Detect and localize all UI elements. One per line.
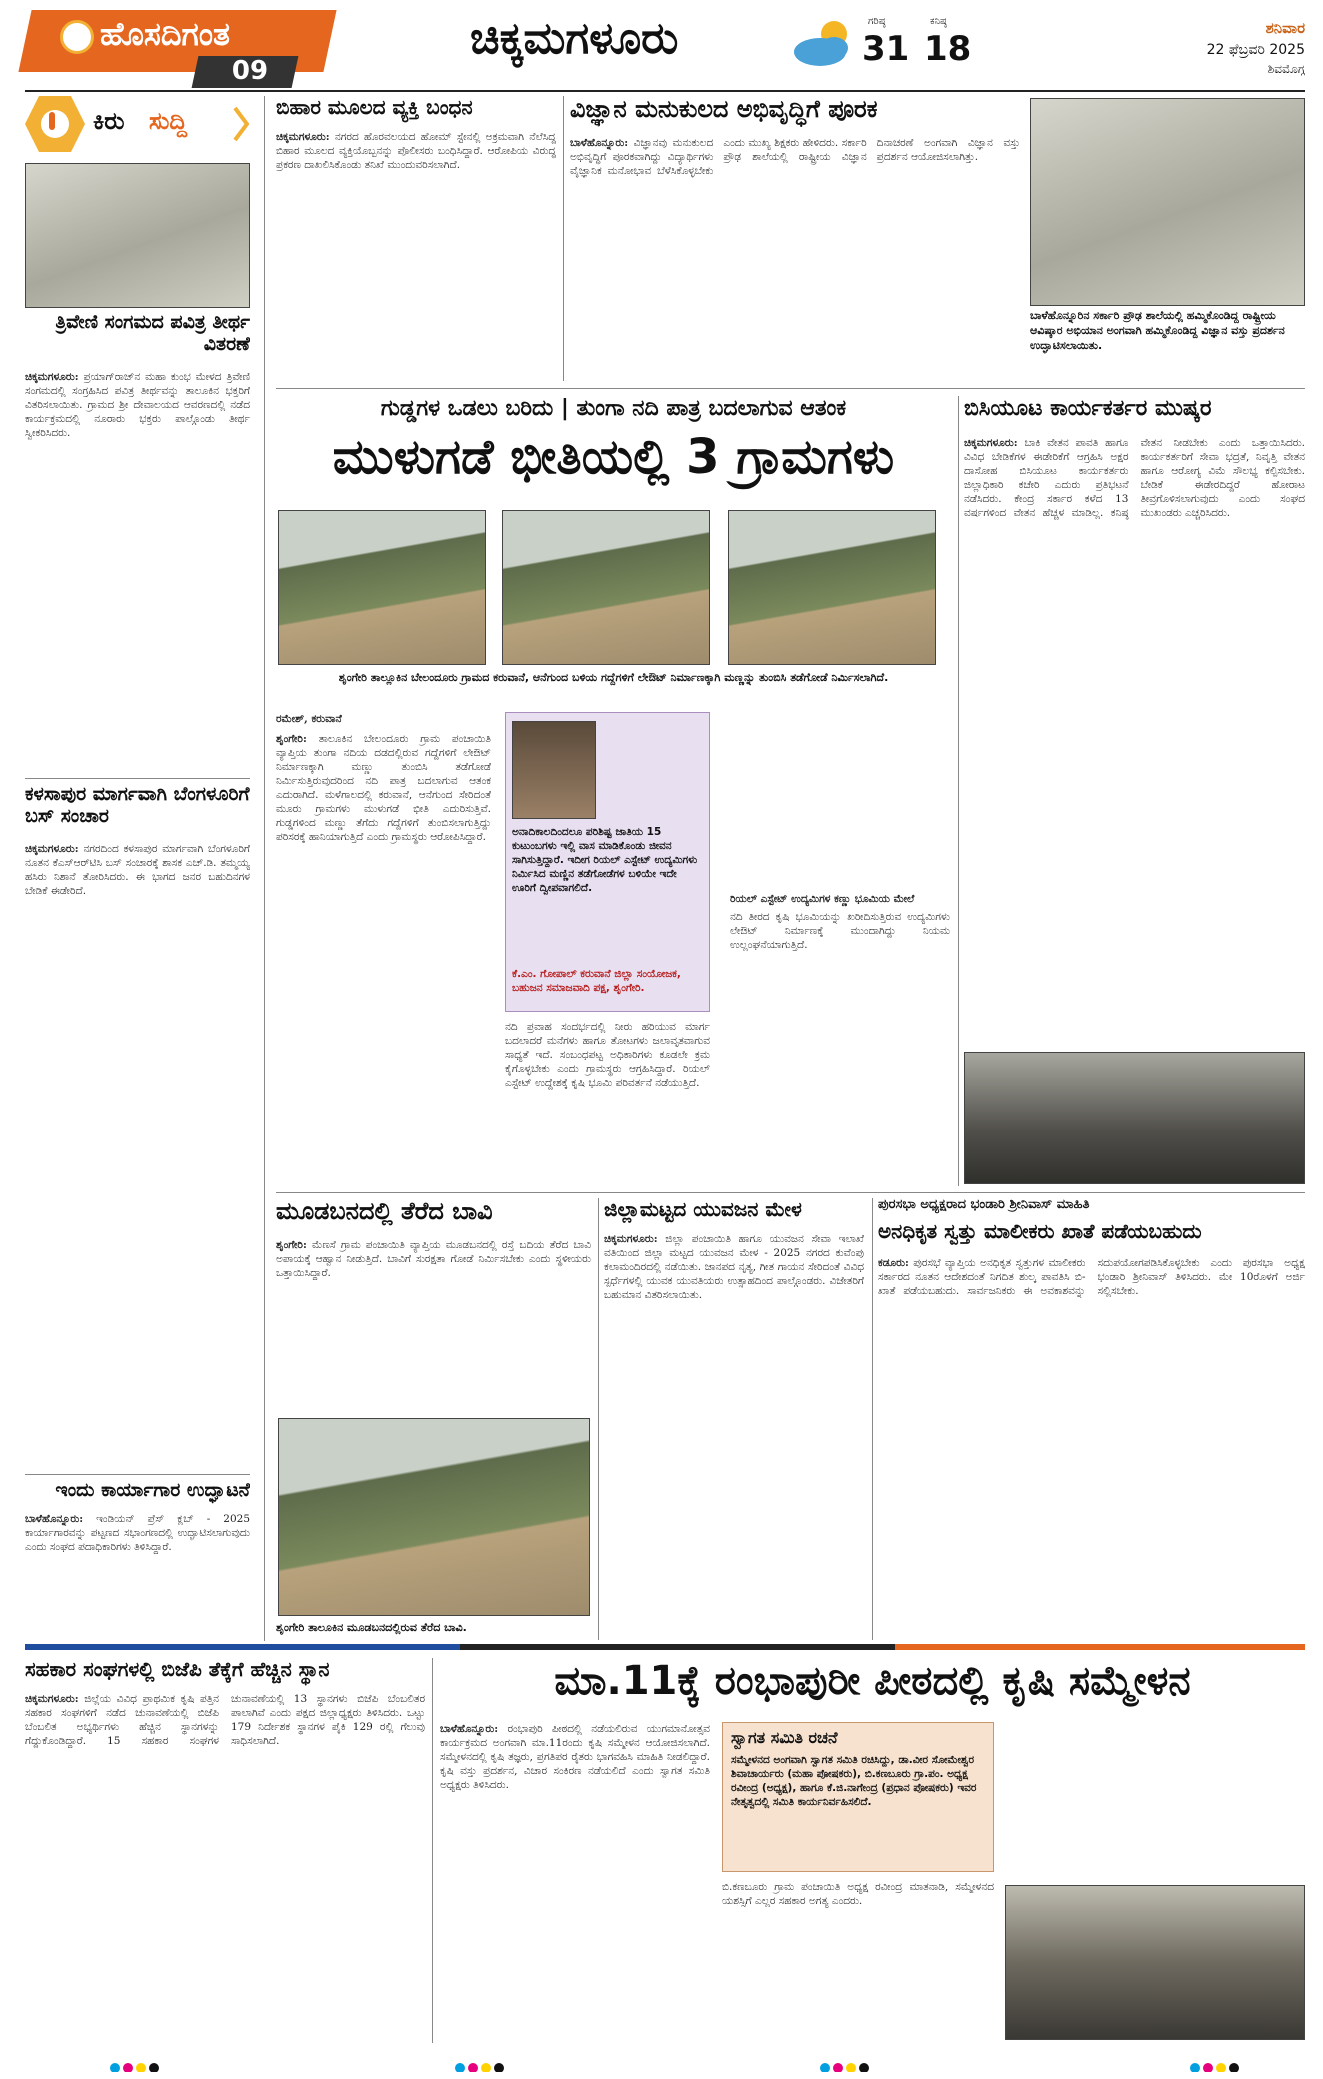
color-bar-black [460, 1644, 895, 1650]
krushi-text: ರಂಭಾಪುರಿ ಪೀಠದಲ್ಲಿ ನಡೆಯಲಿರುವ ಯುಗಮಾನೋತ್ಸವ ಕಾರ್ಯಕ್ರಮದ ಅಂಗವಾಗಿ ಮಾ.11ರಂದು ಕೃಷಿ ಸಮ್ಮೇಳನ ಆಯೋಜಿಸಲಾಗಿದೆ. ಸಮ್ಮೇಳನದಲ್ಲಿ ಕೃಷಿ ತಜ್ಞರು, ಪ್ರಗತಿಪರ ರೈತರು ಭಾಗವಹಿಸಿ ಮಾಹಿತಿ ನೀಡಲಿದ್ದಾರೆ. ಕೃಷಿ ವಸ್ತು ಪ್ರದರ್ಶನ, ವಿಚಾರ ಸಂಕಿರಣ ನಡೆಯಲಿದೆ ಎಂದು ಸ್ವಾಗತ ಸಮಿತಿ ಅಧ್ಯಕ್ಷರು ತಿಳಿಸಿದರು. [440, 1723, 710, 1791]
lead-photo-1 [278, 510, 486, 665]
bisiyoota-text-2: ಕಾರ್ಯಕರ್ತರಿಗೆ ಸೇವಾ ಭದ್ರತೆ, ನಿವೃತ್ತಿ ವೇತನ ಹಾಗೂ ಆರೋಗ್ಯ ವಿಮೆ ಸೌಲಭ್ಯ ಕಲ್ಪಿಸಬೇಕು. ಬೇಡಿಕೆ ಈಡೇರದಿದ್ದರೆ ಹೋರಾಟ ತೀವ್ರಗೊಳಿಸಲಾಗುವುದು ಎಂದು ಸಂಘದ ಮುಖಂಡರು ಎಚ್ಚರಿಸಿದರು. [1140, 451, 1305, 519]
page-number: 09 [231, 57, 269, 86]
bisiyoota-title: ಬಿಸಿಯೂಟ ಕಾರ್ಯಕರ್ತರ ಮುಷ್ಕರ [964, 396, 1212, 421]
baavi-text: ಮೆಣಸೆ ಗ್ರಾಮ ಪಂಚಾಯಿತಿ ವ್ಯಾಪ್ತಿಯ ಮೂಡಬನದಲ್ಲಿ ರಸ್ತೆ ಬದಿಯ ತೆರೆದ ಬಾವಿ ಅಪಾಯಕ್ಕೆ ಆಹ್ವಾನ ನೀಡುತ್ತಿದೆ. ಬಾವಿಗೆ ಸುರಕ್ಷತಾ ಗೋಡೆ ನಿರ್ಮಿಸಬೇಕು ಎಂದು ಸ್ಥಳೀಯರು ಒತ್ತಾಯಿಸಿದ್ದಾರೆ. [276, 1239, 591, 1279]
registration-marks-mid-right [820, 2058, 880, 2072]
bihar-dateline: ಚಿಕ್ಕಮಗಳೂರು: [276, 131, 330, 143]
science-dateline: ಬಾಳೆಹೊನ್ನೂರು: [570, 137, 629, 149]
sidebar-story1-title: ತ್ರಿವೇಣಿ ಸಂಗಮದ ಪವಿತ್ರ ತೀರ್ಥ ವಿತರಣೆ [55, 312, 250, 355]
masthead-date: 22 ಫೆಬ್ರವರಿ 2025 [1206, 42, 1305, 58]
science-photo [1030, 98, 1305, 306]
temp-min-label: ಕನಿಷ್ಠ [930, 16, 947, 27]
sidebar-story1-dateline: ಚಿಕ್ಕಮಗಳೂರು: [25, 371, 79, 383]
row1-rule [276, 388, 1305, 389]
yuvajana-dateline: ಚಿಕ್ಕಮಗಳೂರು: [604, 1233, 658, 1245]
temp-min-value: 18 [924, 30, 972, 69]
krushi-photo [1005, 1885, 1305, 2040]
sidebar-story3-text: ಇಂಡಿಯನ್ ಪ್ರೆಸ್ ಕ್ಲಬ್ - 2025 ಕಾರ್ಯಾಗಾರವನ್ನು ಪಟ್ಟಣದ ಸಭಾಂಗಣದಲ್ಲಿ ಉದ್ಘಾಟಿಸಲಾಗುವುದು ಎಂದು ಸಂಘದ ಪದಾಧಿಕಾರಿಗಳು ತಿಳಿಸಿದ್ದಾರೆ. [25, 1513, 250, 1553]
masthead [0, 0, 1323, 92]
sidebar-story3-body [25, 1512, 250, 1642]
lead-dateline: ಶೃಂಗೇರಿ: [276, 733, 307, 745]
registration-marks-mid-left [455, 2058, 515, 2072]
sidebar-story1-body [25, 370, 250, 770]
row2-rule [276, 1192, 1305, 1193]
sidebar-story2-text: ನಗರದಿಂದ ಕಳಸಾಪುರ ಮಾರ್ಗವಾಗಿ ಬೆಂಗಳೂರಿಗೆ ನೂತನ ಕೆಎಸ್ಆರ್‌ಟಿಸಿ ಬಸ್ ಸಂಚಾರಕ್ಕೆ ಶಾಸಕ ಎಚ್.ಡಿ. ತಮ್ಮಯ್ಯ ಹಸಿರು ನಿಶಾನೆ ತೋರಿಸಿದರು. ಈ ಭಾಗದ ಜನರ ಬಹುದಿನಗಳ ಬೇಡಿಕೆ ಈಡೇರಿದೆ. [25, 843, 250, 897]
sidebar-story2-dateline: ಚಿಕ್ಕಮಗಳೂರು: [25, 843, 79, 855]
weather-sun-cloud-icon [790, 14, 860, 70]
sidebar-story2-title: ಕಳಸಾಪುರ ಮಾರ್ಗವಾಗಿ ಬೆಂಗಳೂರಿಗೆ ಬಸ್ ಸಂಚಾರ [25, 784, 250, 827]
bisiyoota-photo [964, 1052, 1305, 1184]
sidebar-divider [264, 96, 265, 1641]
sahakara-body [25, 1692, 425, 2040]
lead-kicker: ಗುಡ್ಡಗಳ ಒಡಲು ಬರಿದು | ತುಂಗಾ ನದಿ ಪಾತ್ರ ಬದಲಾಗುವ ಆತಂಕ [380, 396, 847, 421]
sidebar-story3-title: ಇಂದು ಕಾರ್ಯಾಗಾರ ಉದ್ಘಾಟನೆ [55, 1480, 250, 1501]
yuvajana-body [604, 1232, 864, 1640]
bisiyoota-text: ಬಾಕಿ ವೇತನ ಪಾವತಿ ಹಾಗೂ ವಿವಿಧ ಬೇಡಿಕೆಗಳ ಈಡೇರಿಕೆಗೆ ಆಗ್ರಹಿಸಿ ಅಕ್ಷರ ದಾಸೋಹ ಬಿಸಿಯೂಟ ಕಾರ್ಯಕರ್ತರು ಜಿಲ್ಲಾಧಿಕಾರಿ ಕಚೇರಿ ಎದುರು ಪ್ರತಿಭಟನೆ ನಡೆಸಿದರು. ಕೇಂದ್ರ ಸರ್ಕಾರ ಕಳೆದ 13 ವರ್ಷಗಳಿಂದ ವೇತನ ಹೆಚ್ಚಳ ಮಾಡಿಲ್ಲ. ಕನಿಷ್ಠ ವೇತನ ನೀಡಬೇಕು ಎಂದು ಒತ್ತಾಯಿಸಿದರು. [964, 437, 1305, 519]
kirusuddi-label-a: ಕಿರು [93, 108, 125, 135]
lead-text-2: ನದಿ ಪ್ರವಾಹ ಸಂದರ್ಭದಲ್ಲಿ ನೀರು ಹರಿಯುವ ಮಾರ್ಗ ಬದಲಾದರೆ ಮನೆಗಳು ಹಾಗೂ ತೋಟಗಳು ಜಲಾವೃತವಾಗುವ ಸಾಧ್ಯತೆ ಇದೆ. ಸಂಬಂಧಪಟ್ಟ ಅಧಿಕಾರಿಗಳು ಕೂಡಲೇ ಕ್ರಮ ಕೈಗೊಳ್ಳಬೇಕು ಎಂದು ಗ್ರಾಮಸ್ಥರು ಆಗ್ರಹಿಸಿದ್ದಾರೆ. ರಿಯಲ್ ಎಸ್ಟೇಟ್ ಉದ್ದೇಶಕ್ಕೆ ಕೃಷಿ ಭೂಮಿ ಪರಿವರ್ತನೆ ನಡೆಯುತ್ತಿದೆ. [505, 1021, 710, 1089]
anadhikrita-kicker: ಪುರಸಭಾ ಅಧ್ಯಕ್ಷರಾದ ಭಂಡಾರಿ ಶ್ರೀನಿವಾಸ್ ಮಾಹಿತಿ [878, 1198, 1090, 1212]
baavi-divider [598, 1198, 599, 1640]
krushi-dateline: ಬಾಳೆಹೊನ್ನೂರು: [440, 1723, 499, 1735]
lead-body-col2 [505, 1020, 710, 1180]
sidebar-story1-text: ಪ್ರಯಾಗ್‌ರಾಜ್‌ನ ಮಹಾ ಕುಂಭ ಮೇಳದ ತ್ರಿವೇಣಿ ಸಂಗಮದಲ್ಲಿ ಸಂಗ್ರಹಿಸಿದ ಪವಿತ್ರ ತೀರ್ಥವನ್ನು ತಾಲೂಕಿನ ಭಕ್ತರಿಗೆ ವಿತರಿಸಲಾಯಿತು. ಗ್ರಾಮದ ಶ್ರೀ ದೇವಾಲಯದ ಆವರಣದಲ್ಲಿ ನಡೆದ ಕಾರ್ಯಕ್ರಮದಲ್ಲಿ ನೂರಾರು ಭಕ್ತರು ಪಾಲ್ಗೊಂಡು ತೀರ್ಥ ಸ್ವೀಕರಿಸಿದರು. [25, 371, 250, 439]
sahakara-divider [432, 1658, 433, 2043]
science-body [570, 136, 1020, 381]
science-title: ವಿಜ್ಞಾನ ಮನುಕುಲದ ಅಭಿವೃದ್ಧಿಗೆ ಪೂರಕ [570, 96, 878, 123]
krushi-committee-box [722, 1722, 994, 1872]
masthead-city: ಶಿವಮೊಗ್ಗ [1267, 62, 1305, 76]
lead-byline-text: ರಮೇಶ್, ಕರುವಾನೆ [276, 713, 342, 725]
bisiyoota-body [964, 436, 1305, 1046]
lead-quote-portrait [512, 721, 596, 819]
registration-marks-left [110, 2058, 170, 2072]
science-caption: ಬಾಳೆಹೊನ್ನೂರಿನ ಸರ್ಕಾರಿ ಪ್ರೌಢ ಶಾಲೆಯಲ್ಲಿ ಹಮ್ಮಿಕೊಂಡಿದ್ದ ರಾಷ್ಟ್ರೀಯ ಆವಿಷ್ಕಾರ ಅಭಿಯಾನ ಅಂಗವಾಗಿ ಹಮ್ಮಿಕೊಂಡಿದ್ದ ವಿಜ್ಞಾನ ವಸ್ತು ಪ್ರದರ್ಶನ ಉದ್ಘಾಟಿಸಲಾಯಿತು. [1030, 309, 1285, 352]
temp-max-label: ಗರಿಷ್ಠ [868, 16, 886, 27]
brand-logo-icon [60, 20, 94, 54]
lead-photo-3 [728, 510, 936, 665]
trivenni-photo [25, 163, 250, 308]
anadhikrita-body [878, 1256, 1305, 1640]
science-text: ವಿಜ್ಞಾನವು ಮನುಕುಲದ ಅಭಿವೃದ್ಧಿಗೆ ಪೂರಕವಾಗಿದ್ದು ವಿದ್ಯಾರ್ಥಿಗಳು ವೈಜ್ಞಾನಿಕ ಮನೋಭಾವ ಬೆಳೆಸಿಕೊಳ್ಳಬೇಕು ಎಂದು ಮುಖ್ಯ ಶಿಕ್ಷಕರು ಹೇಳಿದರು. ಸರ್ಕಾರಿ ಪ್ರೌಢ ಶಾಲೆಯಲ್ಲಿ ರಾಷ್ಟ್ರೀಯ ವಿಜ್ಞಾನ ದಿನಾಚರಣೆ ಅಂಗವಾಗಿ ವಿಜ್ಞಾನ ವಸ್ತು ಪ್ರದರ್ಶನ ಆಯೋಜಿಸಲಾಗಿತ್ತು. [570, 137, 1020, 177]
registration-marks-right [1190, 2058, 1250, 2072]
yuvajana-text: ಜಿಲ್ಲಾ ಪಂಚಾಯಿತಿ ಹಾಗೂ ಯುವಜನ ಸೇವಾ ಇಲಾಖೆ ವತಿಯಿಂದ ಜಿಲ್ಲಾ ಮಟ್ಟದ ಯುವಜನ ಮೇಳ - 2025 ನಗರದ ಕುವೆಂಪು ಕಲಾಮಂದಿರದಲ್ಲಿ ನಡೆಯಿತು. ಜಾನಪದ ನೃತ್ಯ, ಗೀತ ಗಾಯನ ಸೇರಿದಂತೆ ವಿವಿಧ ಸ್ಪರ್ಧೆಗಳಲ್ಲಿ ಯುವಕ ಯುವತಿಯರು ಉತ್ಸಾಹದಿಂದ ಪಾಲ್ಗೊಂಡರು. ವಿಜೇತರಿಗೆ ಬಹುಮಾನ ವಿತರಿಸಲಾಯಿತು. [604, 1233, 864, 1301]
krushi-box-title: ಸ್ವಾಗತ ಸಮಿತಿ ರಚನೆ [731, 1729, 838, 1747]
lead-subhead: ರಿಯಲ್ ಎಸ್ಟೇಟ್ ಉದ್ಯಮಿಗಳ ಕಣ್ಣು ಭೂಮಿಯ ಮೇಲೆ [730, 893, 915, 905]
bisiyoota-dateline: ಚಿಕ್ಕಮಗಳೂರು: [964, 437, 1018, 449]
lead-text-3: ನದಿ ತೀರದ ಕೃಷಿ ಭೂಮಿಯನ್ನು ಖರೀದಿಸುತ್ತಿರುವ ಉದ್ಯಮಿಗಳು ಲೇಔಟ್ ನಿರ್ಮಾಣಕ್ಕೆ ಮುಂದಾಗಿದ್ದು ನಿಯಮ ಉಲ್ಲಂಘನೆಯಾಗುತ್ತಿದೆ. [730, 911, 950, 951]
krushi-title: ಮಾ.11ಕ್ಕೆ ರಂಭಾಪುರೀ ಪೀಠದಲ್ಲಿ ಕೃಷಿ ಸಮ್ಮೇಳನ [554, 1658, 1191, 1704]
baavi-title: ಮೂಡಬನದಲ್ಲಿ ತೆರೆದ ಬಾವಿ [276, 1198, 493, 1225]
color-bar-orange [895, 1644, 1305, 1650]
lead-quote-text: ಅನಾದಿಕಾಲದಿಂದಲೂ ಪರಿಶಿಷ್ಟ ಜಾತಿಯ 15 ಕುಟುಂಬಗಳು ಇಲ್ಲಿ ವಾಸ ಮಾಡಿಕೊಂಡು ಜೀವನ ಸಾಗಿಸುತ್ತಿದ್ದಾರೆ. ಇದೀಗ ರಿಯಲ್ ಎಸ್ಟೇಟ್ ಉದ್ಯಮಿಗಳು ನಿರ್ಮಿಸಿದ ಮಣ್ಣಿನ ತಡೆಗೋಡೆಗಳ ಬಳಿಯೇ ಇದೇ ಊರಿಗೆ ದ್ವೀಪವಾಗಲಿದೆ. [512, 826, 698, 894]
temp-max-value: 31 [862, 30, 910, 69]
baavi-caption: ಶೃಂಗೇರಿ ತಾಲೂಕಿನ ಮೂಡಬನದಲ್ಲಿರುವ ತೆರೆದ ಬಾವಿ. [276, 1621, 467, 1634]
sahakara-text: ಜಿಲ್ಲೆಯ ವಿವಿಧ ಪ್ರಾಥಮಿಕ ಕೃಷಿ ಪತ್ತಿನ ಸಹಕಾರ ಸಂಘಗಳಿಗೆ ನಡೆದ ಚುನಾವಣೆಯಲ್ಲಿ ಬಿಜೆಪಿ ಬೆಂಬಲಿತ ಅಭ್ಯರ್ಥಿಗಳು ಹೆಚ್ಚಿನ ಸ್ಥಾನಗಳನ್ನು ಗೆದ್ದುಕೊಂಡಿದ್ದಾರೆ. 15 ಸಹಕಾರ ಸಂಘಗಳ ಚುನಾವಣೆಯಲ್ಲಿ 13 ಸ್ಥಾನಗಳು ಬಿಜೆಪಿ ಬೆಂಬಲಿತರ ಪಾಲಾಗಿವೆ ಎಂದು ಪಕ್ಷದ ಜಿಲ್ಲಾಧ್ಯಕ್ಷರು ತಿಳಿಸಿದರು. ಒಟ್ಟು 179 ನಿರ್ದೇಶಕ ಸ್ಥಾನಗಳ ಪೈಕಿ 129 ರಲ್ಲಿ ಗೆಲುವು ಸಾಧಿಸಲಾಗಿದೆ. [25, 1693, 425, 1747]
yuvajana-divider [872, 1198, 873, 1640]
krushi-body-2 [722, 1880, 994, 2040]
sahakara-dateline: ಚಿಕ್ಕಮಗಳೂರು: [25, 1693, 79, 1705]
bihar-text: ನಗರದ ಹೊರವಲಯದ ಹೋಮ್ ಸ್ಟೇನಲ್ಲಿ ಅಕ್ರಮವಾಗಿ ನೆಲೆಸಿದ್ದ ಬಿಹಾರ ಮೂಲದ ವ್ಯಕ್ತಿಯೊಬ್ಬನನ್ನು ಪೊಲೀಸರು ಬಂಧಿಸಿದ್ದಾರೆ. ಆರೋಪಿಯ ವಿರುದ್ಧ ಪ್ರಕರಣ ದಾಖಲಿಸಿಕೊಂಡು ತನಿಖೆ ಮುಂದುವರಿಸಲಾಗಿದೆ. [276, 131, 556, 171]
kirusuddi-label-b: ಸುದ್ದಿ [149, 108, 188, 135]
brand-name: ಹೊಸದಿಗಂತ [100, 16, 230, 53]
anadhikrita-dateline: ಕಡೂರು: [878, 1257, 909, 1269]
sidebar-rule-1 [25, 778, 250, 779]
lead-quote-box [505, 712, 710, 1012]
lead-body-col3 [730, 712, 950, 1182]
anadhikrita-title: ಅನಧಿಕೃತ ಸ್ವತ್ತು ಮಾಲೀಕರು ಖಾತೆ ಪಡೆಯಬಹುದು [878, 1220, 1202, 1243]
krushi-text-2: ಬಿ.ಕಣಬೂರು ಗ್ರಾಮ ಪಂಚಾಯಿತಿ ಅಧ್ಯಕ್ಷ ರವೀಂದ್ರ ಮಾತನಾಡಿ, ಸಮ್ಮೇಳನದ ಯಶಸ್ಸಿಗೆ ಎಲ್ಲರ ಸಹಕಾರ ಅಗತ್ಯ ಎಂದರು. [722, 1881, 994, 1907]
krushi-body [440, 1722, 710, 2040]
yuvajana-title: ಜಿಲ್ಲಾಮಟ್ಟದ ಯುವಜನ ಮೇಳ [604, 1198, 802, 1221]
lead-divider [958, 396, 959, 1186]
sidebar-story3-dateline: ಬಾಳೆಹೊನ್ನೂರು: [25, 1513, 84, 1525]
hand-icon [25, 96, 85, 152]
krushi-box-text: ಸಮ್ಮೇಳನದ ಅಂಗವಾಗಿ ಸ್ವಾಗತ ಸಮಿತಿ ರಚಿಸಿದ್ದು, ಡಾ.ವೀರ ಸೋಮೇಶ್ವರ ಶಿವಾಚಾರ್ಯರು (ಮಹಾ ಪೋಷಕರು), ಬಿ.ಕಣಬೂರು ಗ್ರಾ.ಪಂ. ಅಧ್ಯಕ್ಷ ರವೀಂದ್ರ (ಅಧ್ಯಕ್ಷ), ಹಾಗೂ ಕೆ.ಜಿ.ನಾಗೇಂದ್ರ (ಪ್ರಧಾನ ಪೋಷಕರು) ಇವರ ನೇತೃತ್ವದಲ್ಲಿ ಸಮಿತಿ ಕಾರ್ಯನಿರ್ವಹಿಸಲಿದೆ. [731, 1754, 977, 1808]
baavi-dateline: ಶೃಂಗೇರಿ: [276, 1239, 307, 1251]
masthead-day: ಶನಿವಾರ [1265, 20, 1305, 37]
kirusuddi-badge [25, 96, 250, 152]
lead-byline [276, 712, 491, 728]
sahakara-title: ಸಹಕಾರ ಸಂಘಗಳಲ್ಲಿ ಬಿಜೆಪಿ ತೆಕ್ಕೆಗೆ ಹೆಚ್ಚಿನ ಸ್ಥಾನ [25, 1658, 330, 1681]
lead-text: ತಾಲೂಕಿನ ಬೇಲಂದೂರು ಗ್ರಾಮ ಪಂಚಾಯಿತಿ ವ್ಯಾಪ್ತಿಯ ತುಂಗಾ ನದಿಯ ದಡದಲ್ಲಿರುವ ಗದ್ದೆಗಳಿಗೆ ಲೇಔಟ್ ನಿರ್ಮಾಣಕ್ಕಾಗಿ ಮಣ್ಣು ತುಂಬಿಸಿ ತಡೆಗೋಡೆ ನಿರ್ಮಿಸುತ್ತಿರುವುದರಿಂದ ನದಿ ಪಾತ್ರ ಬದಲಾಗುವ ಆತಂಕ ಎದುರಾಗಿದೆ. ಮಳೆಗಾಲದಲ್ಲಿ ಕರುವಾನೆ, ಆನೆಗುಂದ ಸೇರಿದಂತೆ ಮೂರು ಗ್ರಾಮಗಳು ಮುಳುಗಡೆ ಭೀತಿ ಎದುರಿಸುತ್ತಿವೆ. ಗುಡ್ಡಗಳಿಂದ ಮಣ್ಣು ತೆಗೆದು ಗದ್ದೆಗಳಿಗೆ ತುಂಬಿಸಲಾಗುತ್ತಿದ್ದು ಪರಿಸರಕ್ಕೆ ಹಾನಿಯಾಗುತ್ತಿದೆ ಎಂದು ಗ್ರಾಮಸ್ಥರು ಆರೋಪಿಸಿದ್ದಾರೆ. [276, 733, 491, 843]
masthead-rule [25, 90, 1305, 92]
bihar-divider [563, 96, 564, 381]
bihar-body [276, 130, 556, 380]
lead-caption: ಶೃಂಗೇರಿ ತಾಲ್ಲೂಕಿನ ಬೇಲಂದೂರು ಗ್ರಾಮದ ಕರುವಾನೆ, ಆನೆಗುಂದ ಬಳಿಯ ಗದ್ದೆಗಳಿಗೆ ಲೇಔಟ್ ನಿರ್ಮಾಣಕ್ಕಾಗಿ ಮಣ್ಣನ್ನು ತುಂಬಿಸಿ ತಡೆಗೋಡೆ ನಿರ್ಮಿಸಲಾಗಿದೆ. [338, 671, 889, 684]
baavi-photo [278, 1418, 590, 1616]
lead-photo-2 [502, 510, 710, 665]
color-bar-blue [25, 1644, 460, 1650]
baavi-body [276, 1238, 591, 1410]
lead-title: ಮುಳುಗಡೆ ಭೀತಿಯಲ್ಲಿ 3 ಗ್ರಾಮಗಳು [332, 430, 895, 485]
lead-quote-author: ಕೆ.ಎಂ. ಗೋಪಾಲ್ ಕರುವಾನೆ ಜಿಲ್ಲಾ ಸಂಯೋಜಕ, ಬಹುಜನ ಸಮಾಜವಾದಿ ಪಕ್ಷ, ಶೃಂಗೇರಿ. [512, 968, 681, 994]
sidebar-story2-body [25, 842, 250, 1462]
edition-title: ಚಿಕ್ಕಮಗಳೂರು [470, 14, 679, 64]
lead-body-col1 [276, 732, 491, 1182]
bihar-title: ಬಿಹಾರ ಮೂಲದ ವ್ಯಕ್ತಿ ಬಂಧನ [276, 96, 473, 119]
anadhikrita-text: ಪುರಸಭೆ ವ್ಯಾಪ್ತಿಯ ಅನಧಿಕೃತ ಸ್ವತ್ತುಗಳ ಮಾಲೀಕರು ಸರ್ಕಾರದ ನೂತನ ಆದೇಶದಂತೆ ನಿಗದಿತ ಶುಲ್ಕ ಪಾವತಿಸಿ ಬಿ-ಖಾತೆ ಪಡೆಯಬಹುದು. ಸಾರ್ವಜನಿಕರು ಈ ಅವಕಾಶವನ್ನು ಸದುಪಯೋಗಪಡಿಸಿಕೊಳ್ಳಬೇಕು ಎಂದು ಪುರಸಭಾ ಅಧ್ಯಕ್ಷ ಭಂಡಾರಿ ಶ್ರೀನಿವಾಸ್ ತಿಳಿಸಿದರು. ಮೇ 10ರೊಳಗೆ ಅರ್ಜಿ ಸಲ್ಲಿಸಬೇಕು. [878, 1257, 1305, 1297]
sidebar-rule-2 [25, 1474, 250, 1475]
kirusuddi-chevron-icon [233, 106, 249, 142]
